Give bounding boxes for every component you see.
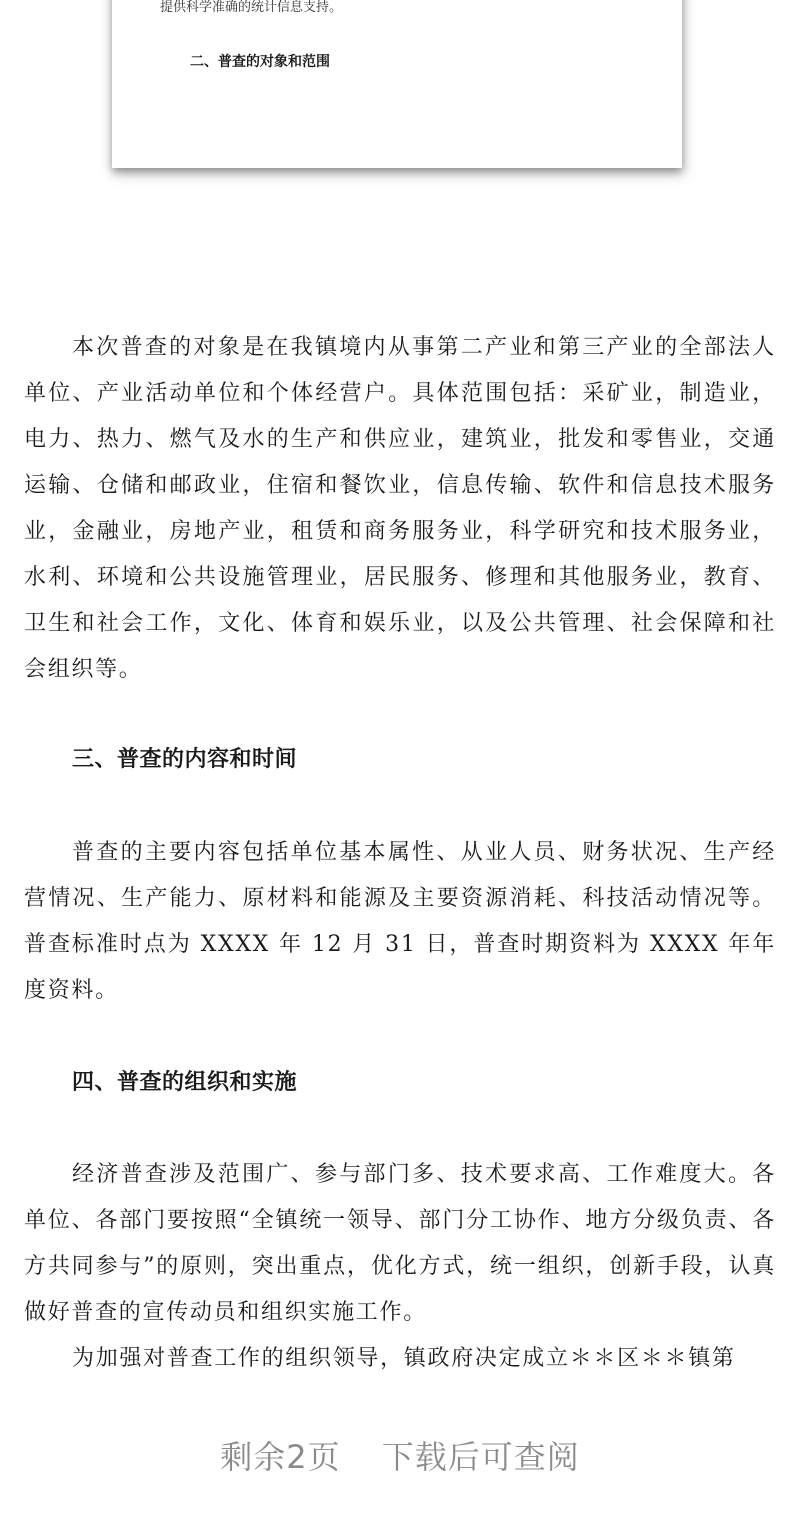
remaining-pages-download-note[interactable]: 剩余2页 下载后可查阅	[220, 1438, 580, 1476]
preview-page-card	[112, 0, 682, 168]
content-section	[24, 830, 776, 1014]
content-time-heading: 三、普查的内容和时间	[72, 747, 298, 772]
card-cut-text-line: 提供科学准确的统计信息支持。	[160, 0, 343, 15]
scope-paragraph: 本次普查的对象是在我镇境内从事第二产业和第三产业的全部法人单位、产业活动单位和个体经营户。具体范围包括：采矿业，制造业，电力、热力、燃气及水的生产和供应业，建筑业，批发和零售业，交通运输、仓储和邮政业，住宿和餐饮业，信息传输、软件和信息技术服务业，金融业，房地产业，租赁和商务服务业，科学研究和技术服务业，水利、环境和公共设施管理业，居民服务、修理和其他服务业，教育、卫生和社会工作，文化、体育和娱乐业，以及公共管理、社会保障和社会组织等。	[24, 335, 776, 682]
content-paragraph: 普查的主要内容包括单位基本属性、从业人员、财务状况、生产经营情况、生产能力、原材料和能源及主要资源消耗、科技活动情况等。普查标准时点为 XXXX 年 12 月 31 日，普查时期资料为 XXXX 年年度资料。	[24, 840, 776, 1003]
card-section-heading: 二、普查的对象和范围	[190, 54, 330, 70]
organization-paragraph-2: 为加强对普查工作的组织领导，镇政府决定成立＊＊区＊＊镇第	[72, 1346, 736, 1371]
scope-section	[24, 325, 776, 693]
organization-heading: 四、普查的组织和实施	[72, 1070, 298, 1095]
organization-section	[24, 1152, 776, 1382]
organization-paragraph-1: 经济普查涉及范围广、参与部门多、技术要求高、工作难度大。各单位、各部门要按照“全镇统一领导、部门分工协作、地方分级负责、各方共同参与”的原则，突出重点，优化方式，统一组织，创新手段，认真做好普查的宣传动员和组织实施工作。	[24, 1162, 776, 1325]
